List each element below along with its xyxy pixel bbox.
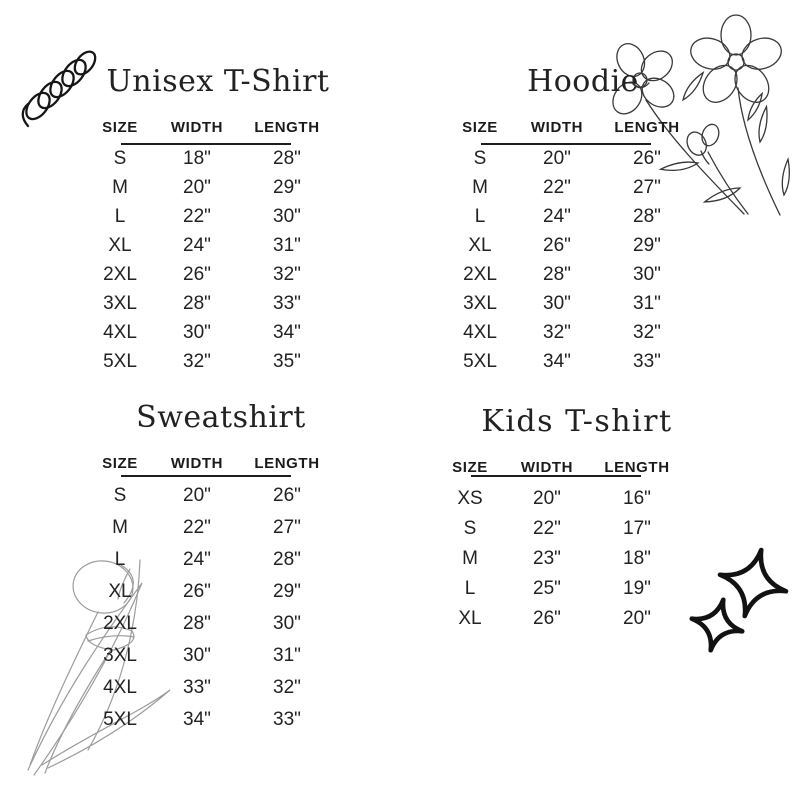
- table-row: [85, 704, 335, 736]
- size-cell: M: [472, 176, 488, 198]
- table-row: [445, 347, 695, 376]
- column-header-size: SIZE: [452, 458, 488, 476]
- length-cell: 31": [273, 645, 301, 666]
- size-cell: S: [113, 147, 127, 169]
- width-cell: 26": [533, 608, 561, 629]
- table-row: [85, 231, 335, 260]
- column-header-length: LENGTH: [614, 118, 680, 136]
- table-row: [435, 604, 685, 634]
- size-cell: 2XL: [103, 263, 137, 285]
- width-cell: 23": [533, 548, 561, 569]
- width-cell: 24": [183, 549, 211, 570]
- size-cell: L: [114, 205, 126, 227]
- column-header-width: WIDTH: [170, 454, 224, 472]
- length-cell: 16": [623, 488, 651, 509]
- column-header-size: SIZE: [102, 118, 138, 136]
- size-cell: 3XL: [463, 292, 497, 314]
- size-cell: L: [114, 549, 126, 570]
- width-cell: 28": [183, 292, 211, 314]
- width-cell: 22": [183, 205, 211, 227]
- section-title: Unisex T-Shirt: [106, 64, 330, 99]
- section-title: Hoodie: [527, 64, 639, 99]
- width-cell: 25": [533, 578, 561, 599]
- table-row: [85, 173, 335, 202]
- table-row: [85, 347, 335, 376]
- width-cell: 26": [183, 263, 211, 285]
- table-row: [445, 144, 695, 173]
- length-cell: 32": [633, 321, 661, 343]
- width-cell: 34": [183, 709, 211, 730]
- column-header-width: WIDTH: [530, 118, 584, 136]
- header-rule: [121, 143, 291, 145]
- table-row: [85, 512, 335, 544]
- table-row: [435, 574, 685, 604]
- size-cell: M: [462, 548, 478, 569]
- size-cell: 4XL: [103, 677, 137, 698]
- table-row: [85, 318, 335, 347]
- width-cell: 32": [543, 321, 571, 343]
- section-unisex-tshirt: [85, 62, 335, 376]
- size-cell: S: [463, 518, 477, 539]
- width-cell: 24": [543, 205, 571, 227]
- table-row: [445, 260, 695, 289]
- table-row: [85, 576, 335, 608]
- table-row: [435, 544, 685, 574]
- length-cell: 28": [273, 147, 301, 169]
- size-cell: 2XL: [463, 263, 497, 285]
- size-cell: 3XL: [103, 645, 137, 666]
- table-row: [85, 202, 335, 231]
- length-cell: 30": [273, 613, 301, 634]
- length-cell: 34": [273, 321, 301, 343]
- column-header-length: LENGTH: [254, 118, 320, 136]
- length-cell: 31": [633, 292, 661, 314]
- length-cell: 32": [273, 263, 301, 285]
- length-cell: 29": [633, 234, 661, 256]
- length-cell: 26": [273, 485, 301, 506]
- width-cell: 30": [183, 321, 211, 343]
- size-cell: 5XL: [463, 350, 497, 372]
- size-cell: L: [474, 205, 486, 227]
- table-row: [445, 173, 695, 202]
- size-cell: XL: [108, 581, 132, 602]
- width-cell: 18": [183, 147, 211, 169]
- table-row: [85, 640, 335, 672]
- length-cell: 28": [633, 205, 661, 227]
- table-row: [85, 144, 335, 173]
- size-cell: S: [113, 485, 127, 506]
- table-row: [445, 231, 695, 260]
- width-cell: 32": [183, 350, 211, 372]
- width-cell: 34": [543, 350, 571, 372]
- column-header-width: WIDTH: [170, 118, 224, 136]
- size-cell: 2XL: [103, 613, 137, 634]
- length-cell: 33": [633, 350, 661, 372]
- size-cell: 5XL: [103, 350, 137, 372]
- width-cell: 20": [543, 147, 571, 169]
- width-cell: 22": [543, 176, 571, 198]
- table-row: [85, 480, 335, 512]
- length-cell: 33": [273, 709, 301, 730]
- table-row: [445, 202, 695, 231]
- size-table-unisex: [85, 118, 335, 376]
- length-cell: 33": [273, 292, 301, 314]
- width-cell: 30": [183, 645, 211, 666]
- size-cell: 3XL: [103, 292, 137, 314]
- column-header-length: LENGTH: [254, 454, 320, 472]
- size-cell: L: [464, 578, 476, 599]
- header-rule: [481, 143, 651, 145]
- table-header-row: [435, 458, 685, 484]
- section-hoodie: [445, 62, 695, 376]
- size-cell: XL: [458, 608, 482, 629]
- width-cell: 22": [533, 518, 561, 539]
- size-table-kids: [435, 458, 685, 634]
- width-cell: 22": [183, 517, 211, 538]
- column-header-size: SIZE: [462, 118, 498, 136]
- table-header-row: [445, 118, 695, 144]
- length-cell: 29": [273, 176, 301, 198]
- header-rule: [121, 475, 291, 477]
- length-cell: 32": [273, 677, 301, 698]
- length-cell: 31": [273, 234, 301, 256]
- width-cell: 26": [543, 234, 571, 256]
- size-cell: 4XL: [463, 321, 497, 343]
- section-kids-tshirt: [435, 402, 685, 634]
- length-cell: 28": [273, 549, 301, 570]
- width-cell: 20": [183, 176, 211, 198]
- length-cell: 19": [623, 578, 651, 599]
- table-row: [435, 484, 685, 514]
- length-cell: 30": [633, 263, 661, 285]
- table-row: [435, 514, 685, 544]
- sparkles-icon: [683, 533, 793, 663]
- width-cell: 28": [183, 613, 211, 634]
- size-cell: 4XL: [103, 321, 137, 343]
- table-row: [85, 608, 335, 640]
- size-cell: XS: [457, 488, 483, 509]
- size-cell: 5XL: [103, 709, 137, 730]
- length-cell: 30": [273, 205, 301, 227]
- column-header-length: LENGTH: [604, 458, 670, 476]
- size-cell: M: [112, 517, 128, 538]
- length-cell: 29": [273, 581, 301, 602]
- length-cell: 35": [273, 350, 301, 372]
- table-header-row: [85, 118, 335, 144]
- length-cell: 18": [623, 548, 651, 569]
- width-cell: 28": [543, 263, 571, 285]
- width-cell: 24": [183, 234, 211, 256]
- size-cell: S: [473, 147, 487, 169]
- width-cell: 33": [183, 677, 211, 698]
- length-cell: 26": [633, 147, 661, 169]
- table-row: [445, 318, 695, 347]
- table-row: [85, 544, 335, 576]
- table-row: [85, 672, 335, 704]
- width-cell: 20": [533, 488, 561, 509]
- section-title: Kids T-shirt: [481, 404, 673, 439]
- column-header-size: SIZE: [102, 454, 138, 472]
- size-cell: XL: [108, 234, 132, 256]
- section-sweatshirt: [85, 398, 335, 736]
- column-header-width: WIDTH: [520, 458, 574, 476]
- header-rule: [471, 475, 641, 477]
- width-cell: 20": [183, 485, 211, 506]
- length-cell: 27": [273, 517, 301, 538]
- size-cell: M: [112, 176, 128, 198]
- size-cell: XL: [468, 234, 492, 256]
- table-row: [85, 260, 335, 289]
- size-table-sweatshirt: [85, 454, 335, 736]
- width-cell: 26": [183, 581, 211, 602]
- length-cell: 17": [623, 518, 651, 539]
- length-cell: 20": [623, 608, 651, 629]
- width-cell: 30": [543, 292, 571, 314]
- section-title: Sweatshirt: [136, 400, 306, 435]
- table-row: [85, 289, 335, 318]
- size-table-hoodie: [445, 118, 695, 376]
- table-row: [445, 289, 695, 318]
- length-cell: 27": [633, 176, 661, 198]
